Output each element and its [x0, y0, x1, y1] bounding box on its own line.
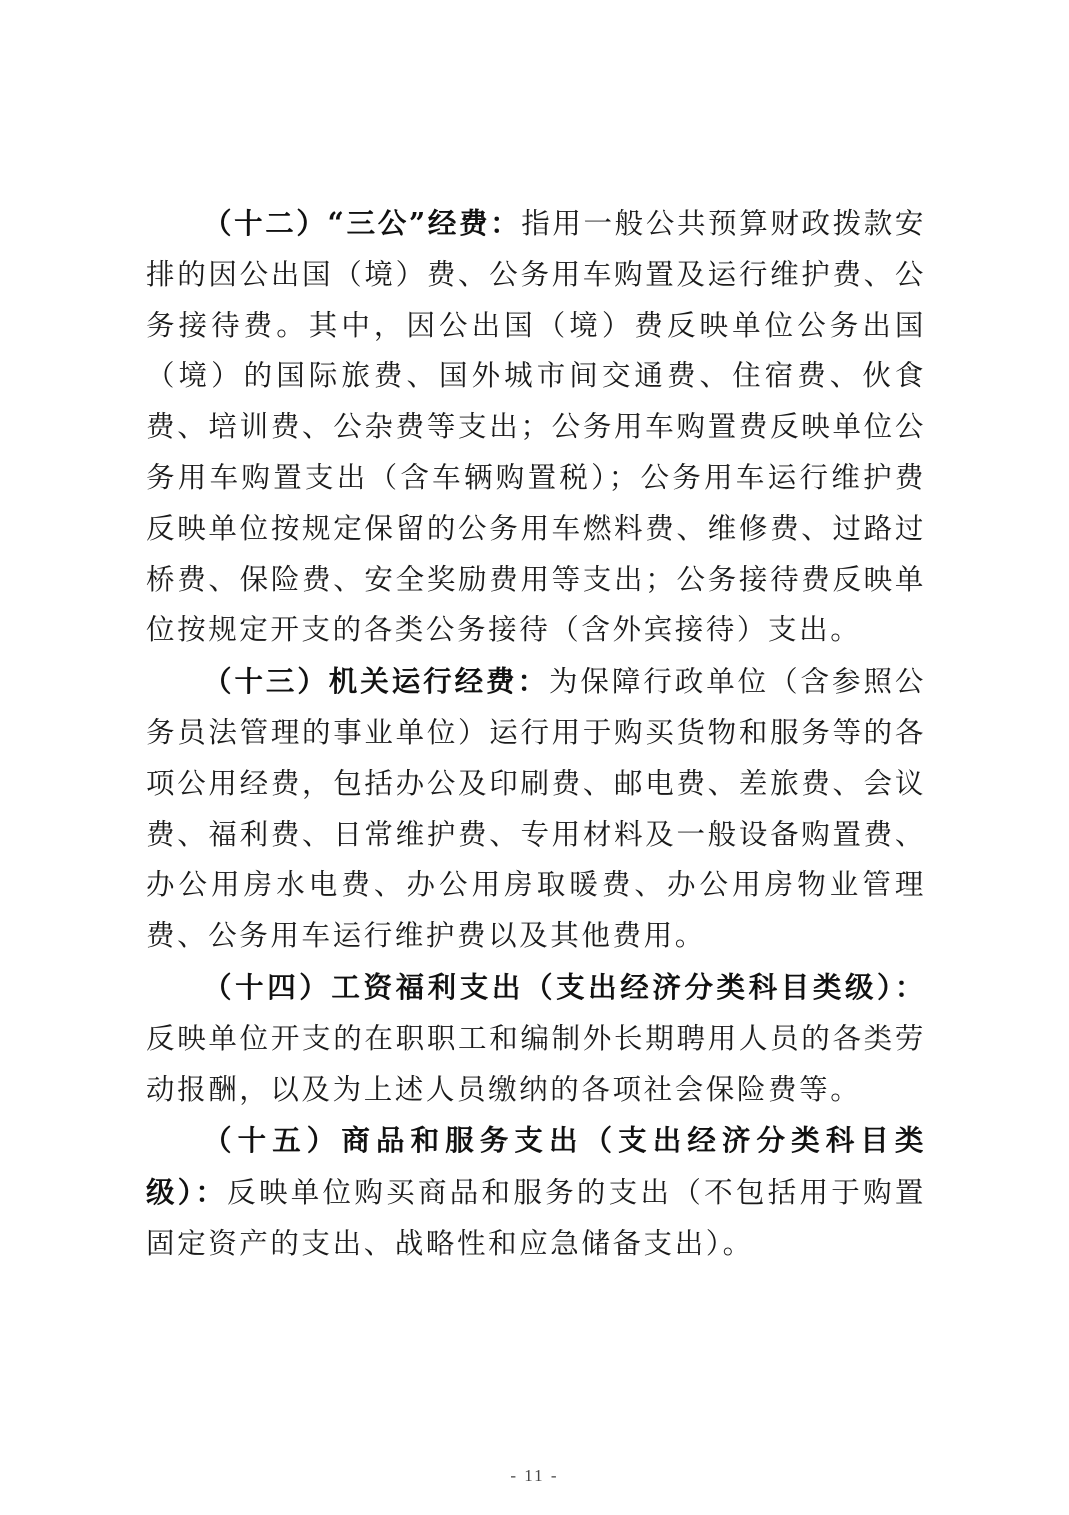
paragraph-fourteen — [146, 962, 926, 1115]
definition-agency-operating-expenses: 为保障行政单位（含参照公务员法管理的事业单位）运行用于购买货物和服务等的各项公用经费，包括办公及印刷费、邮电费、差旅费、会议费、福利费、日常维护费、专用材料及一般设备购置费、办公用房水电费、办公用房取暖费、办公用房物业管理费、公务用车运行维护费以及其他费用。 — [146, 665, 926, 953]
definition-wage-welfare-expenditure: 反映单位开支的在职职工和编制外长期聘用人员的各类劳动报酬，以及为上述人员缴纳的各项社会保险费等。 — [146, 1021, 926, 1106]
term-agency-operating-expenses: （十三）机关运行经费： — [203, 664, 549, 699]
paragraph-twelve — [146, 198, 926, 656]
paragraph-fifteen — [146, 1115, 926, 1269]
term-goods-services-expenditure: （十五）商品和服务支出（支出经济分类科目类级）： — [146, 1123, 926, 1210]
term-wage-welfare-expenditure: （十四）工资福利支出（支出经济分类科目类级）： — [203, 969, 926, 1004]
document-body — [146, 198, 926, 1270]
page-number: - 11 - — [510, 1466, 559, 1485]
definition-goods-services-expenditure: 反映单位购买商品和服务的支出（不包括用于购置固定资产的支出、战略性和应急储备支出）。 — [146, 1176, 927, 1260]
term-three-public-expenses: （十二）“三公”经费： — [203, 206, 522, 240]
paragraph-thirteen — [146, 656, 926, 962]
definition-three-public-expenses: 指用一般公共预算财政拨款安排的因公出国（境）费、公务用车购置及运行维护费、公务接待费。其中，因公出国（境）费反映单位公务出国（境）的国际旅费、国外城市间交通费、住宿费、伙食费、培训费、公杂费等支出；公务用车购置费反映单位公务用车购置支出（含车辆购置税）；公务用车运行维护费反映单位按规定保留的公务用车燃料费、维修费、过路过桥费、保险费、安全奖励费用等支出；公务接待费反映单位按规定开支的各类公务接待（含外宾接待）支出。 — [146, 207, 926, 647]
